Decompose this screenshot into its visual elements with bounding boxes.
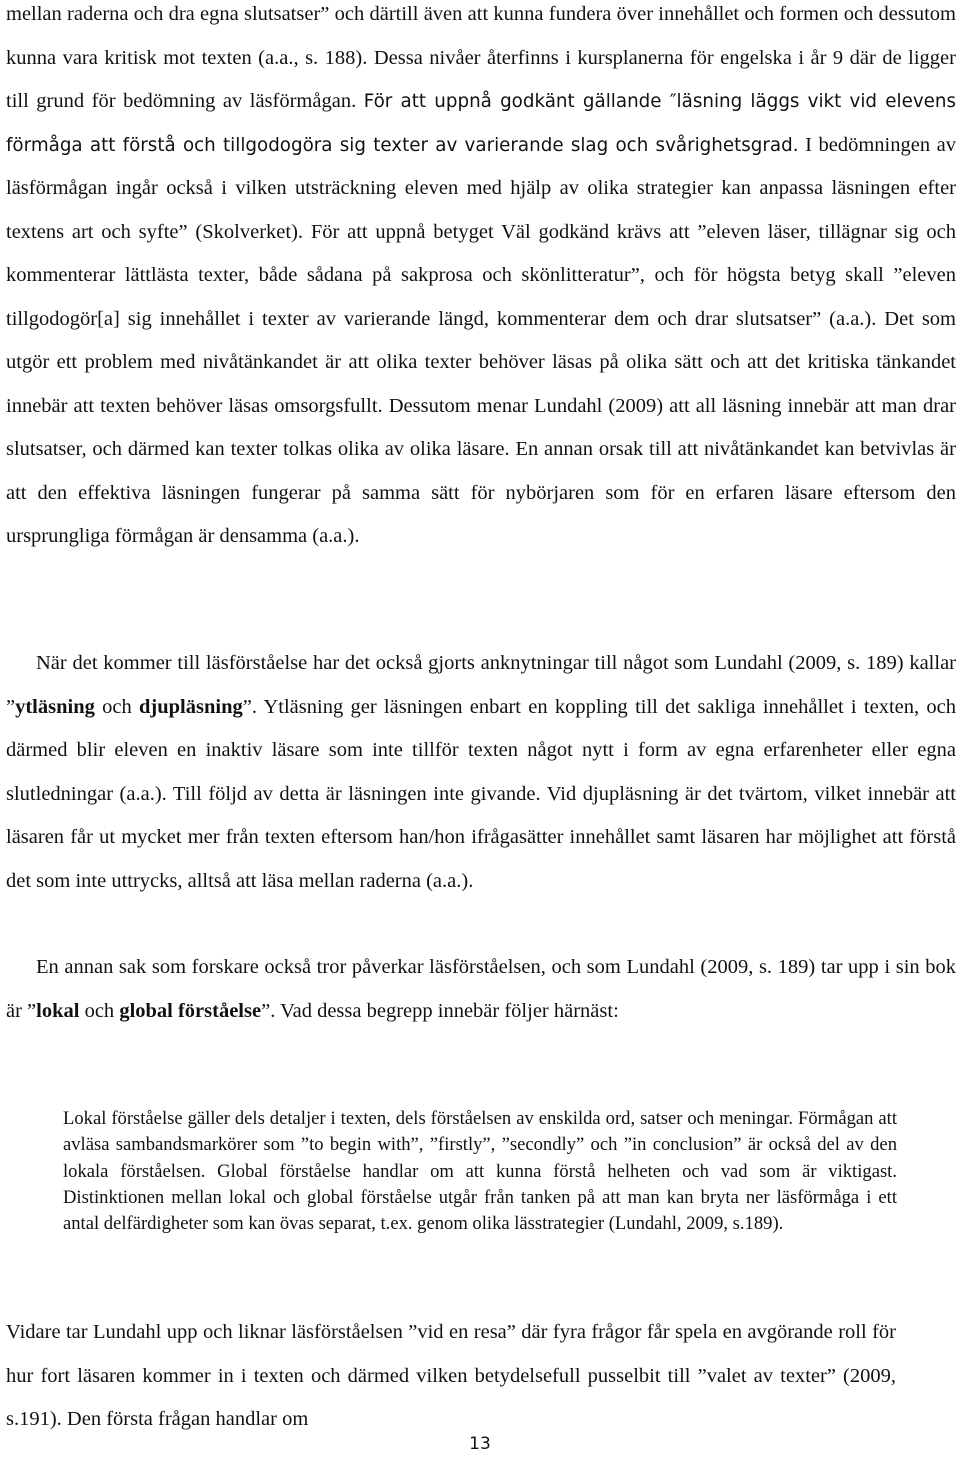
paragraph-text-sans: För att uppnå godkänt gällande ″läsning läggs vikt vid elevens förmåga att förstå och tillgodogöra sig texter av varierande slag och svårighetsgrad. [6, 91, 957, 156]
term-ytlasning: ytläsning [15, 695, 95, 718]
page-number: 13 [469, 1434, 491, 1454]
paragraph-text: En annan sak som forskare också tror påverkar läsförståelsen, och som Lundahl (2009, s. 189) tar upp i sin bok är ” [6, 956, 956, 1022]
paragraph-text: ”. Ytläsning ger läsningen enbart en koppling till det sakliga innehållet i texten, och därmed blir eleven en inaktiv läsare som inte tillför texten något nytt i form av egna erfarenheter eller egna slutledningar (a.a.). Till följd av detta är läsningen inte givande. Vid djupläsning är det tvärtom, vilket innebär att läsaren får ut mycket mer från texten eftersom han/hon ifrågasätter innehållet samt läsaren har möjlighet att förstå det som inte uttrycks, alltså att läsa mellan raderna (a.a.). [6, 695, 956, 892]
body-paragraph-3 [6, 946, 956, 1033]
term-global-forstaelse: global förståelse [119, 999, 262, 1022]
body-paragraph-4: Vidare tar Lundahl upp och liknar läsförståelsen ”vid en resa” där fyra frågor får spela en avgörande roll för hur fort läsaren kommer in i texten och därmed vilken betydelsefull pusselbit till ”valet av texter” (2009, s.191). Den första frågan handlar om [6, 1321, 896, 1430]
paragraph-text-serif-2: I bedömningen av läsförmågan ingår också i vilken utsträckning eleven med hjälp av olika strategier kan anpassa läsningen efter textens art och syfte” (Skolverket). [6, 133, 957, 243]
term-lokal: lokal [36, 999, 80, 1022]
paragraph-text: ”. Vad dessa begrepp innebär följer härnäst: [261, 999, 619, 1022]
paragraph-text: och [94, 695, 140, 718]
term-djuplasning: djupläsning [139, 695, 243, 718]
paragraph-text-serif: mellan raderna och dra egna slutsatser” och därtill även att kunna fundera över innehållet och formen och dessutom kunna vara kritisk mot texten (a.a., s. 188). Dessa nivåer återfinns i kursplanerna för engelska i år 9 där de ligger till grund för bedömning av läsförmågan. [6, 3, 956, 112]
body-paragraph-2 [6, 642, 956, 903]
paragraph-text: När det kommer till läsförståelse har det också gjorts anknytningar till något som Lundahl (2009, s. 189) kallar ” [6, 652, 956, 718]
paragraph-text-serif-3: För att uppnå betyget Väl godkänd krävs att ”eleven läser, tillägnar sig och kommenterar lättlästa texter, både sådana på sakprosa och skönlitteratur”, och för högsta betyg skall ”eleven tillgodogör[a] sig innehållet i texter av varierande längd, kommenterar dem och drar slutsatser” (a.a.). Det som utgör ett problem med nivåtänkandet är att olika texter behöver läsas på olika sätt och att det kritiska tänkandet innebär att texten behöver läsas omsorgsfullt. Dessutom menar Lundahl (2009) att all läsning innebär att man drar slutsatser, och därmed kan texter tolkas olika av olika läsare. En annan orsak till att nivåtänkandet kan betvivlas är att den effektiva läsningen fungerar på samma sätt för nybörjaren som för en erfaren läsare eftersom den ursprungliga förmågan är densamma (a.a.). [6, 220, 956, 547]
paragraph-text: och [79, 999, 120, 1022]
body-paragraph-1 [6, 0, 956, 559]
block-quote: Lokal förståelse gäller dels detaljer i texten, dels förståelsen av enskilda ord, satser och meningar. Förmågan att avläsa sambandsmarkörer som ”to begin with”, ”firstly”, ”secondly” och ”in conclusion” är också del av den lokala förståelsen. Global förståelse handlar om att kunna förstå helheten och vad som är viktigast. Distinktionen mellan lokal och global förståelse utgår från tanken på att man kan bryta ner läsförmåga i ett antal delfärdigheter som kan övas separat, t.ex. genom olika lässtrategier (Lundahl, 2009, s.189). [63, 1108, 897, 1235]
